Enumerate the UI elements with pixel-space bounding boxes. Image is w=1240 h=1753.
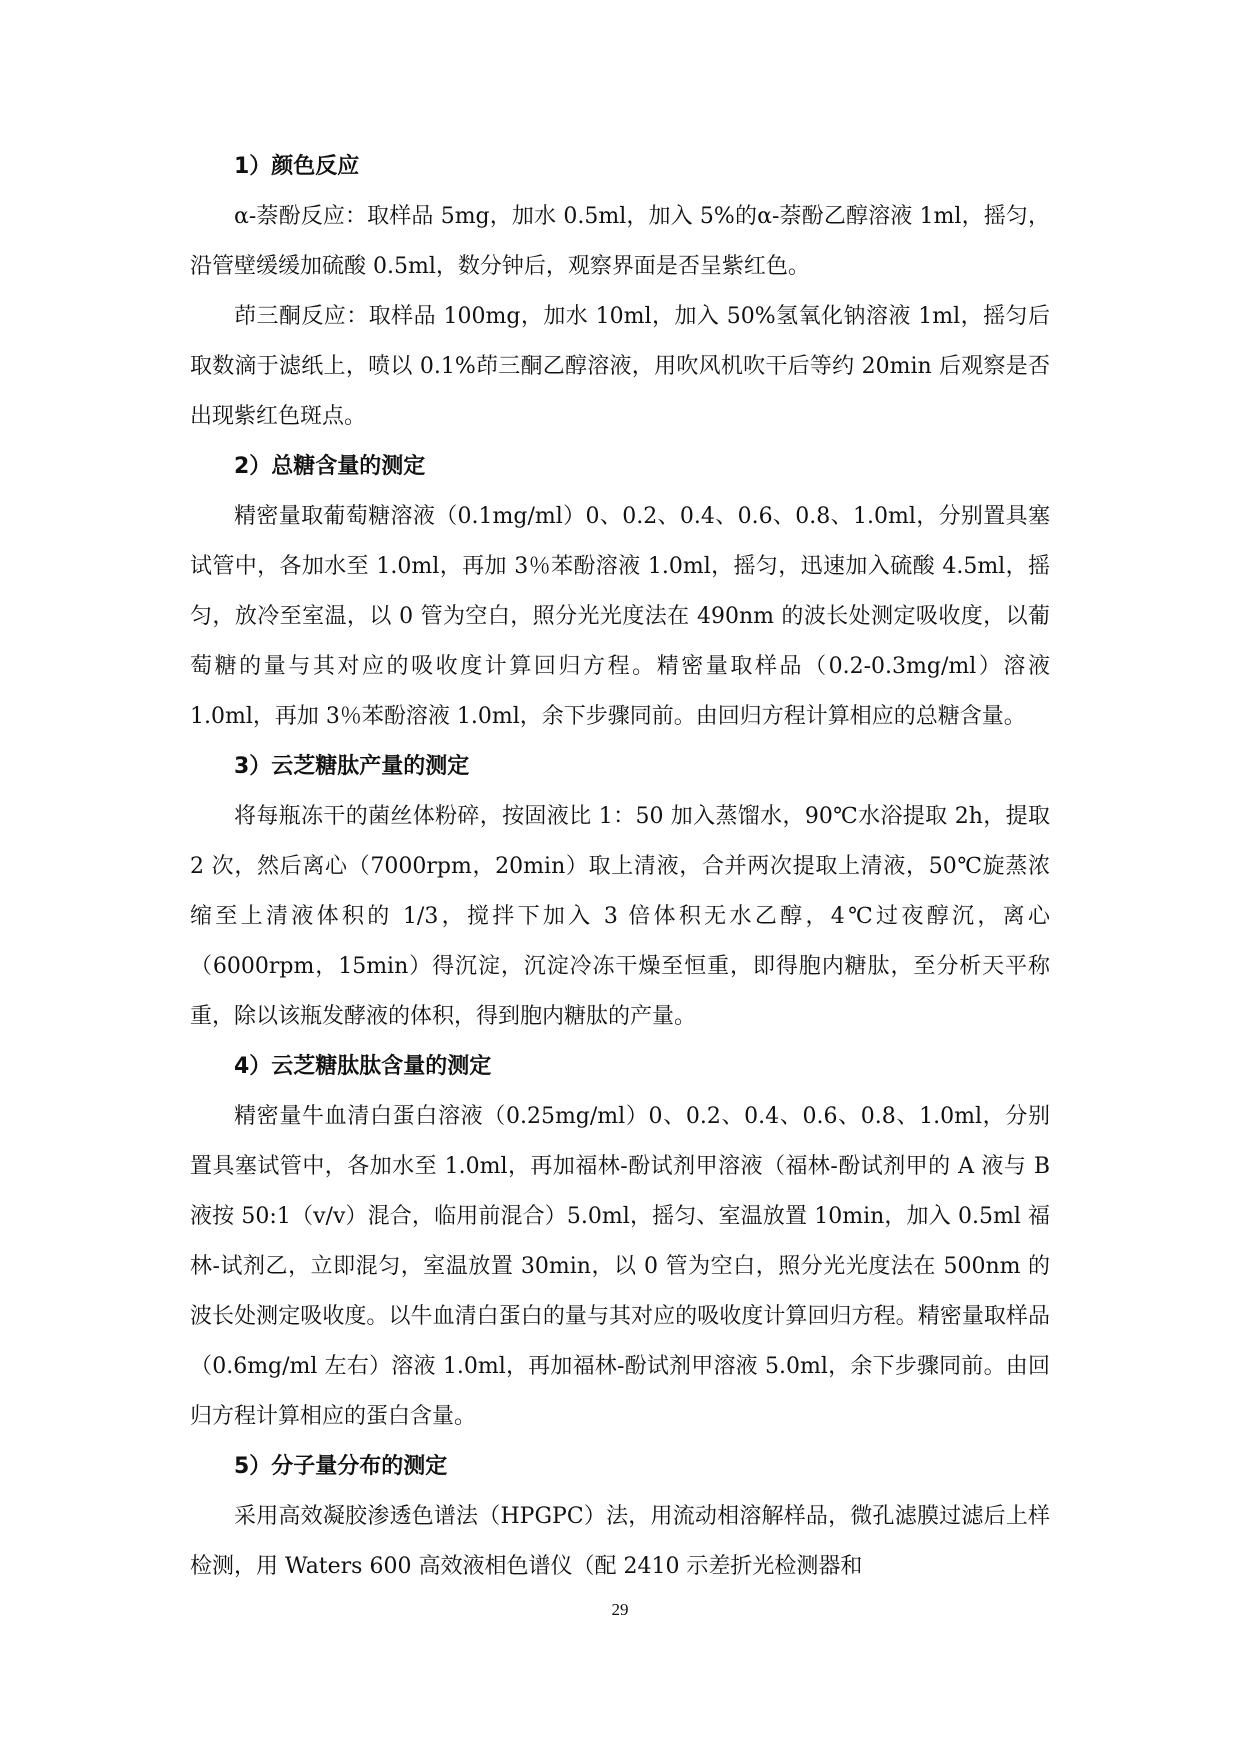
page-number: 29 bbox=[611, 1600, 629, 1619]
page-body bbox=[190, 142, 1050, 1592]
paragraph-molecular-weight: 采用高效凝胶渗透色谱法（HPGPC）法，用流动相溶解样品，微孔滤膜过滤后上样检测，用 Waters 600 高效液相色谱仪（配 2410 示差折光检测器和 bbox=[190, 1504, 1050, 1579]
paragraph-ninhydrin-reaction: 茚三酮反应：取样品 100mg，加水 10ml，加入 50%氢氧化钠溶液 1ml，摇匀后取数滴于滤纸上，喷以 0.1%茚三酮乙醇溶液，用吹风机吹干后等约 20min 后观察是否出现紫红色斑点。 bbox=[190, 304, 1050, 429]
section-heading-total-sugar: 2）总糖含量的测定 bbox=[234, 454, 426, 479]
section-heading-molecular-weight: 5）分子量分布的测定 bbox=[234, 1454, 448, 1479]
section-heading-peptide-content: 4）云芝糖肽肽含量的测定 bbox=[234, 1054, 492, 1079]
paragraph-naphthol-reaction: α-萘酚反应：取样品 5mg，加水 0.5ml，加入 5%的α-萘酚乙醇溶液 1ml，摇匀，沿管壁缓缓加硫酸 0.5ml，数分钟后，观察界面是否呈紫红色。 bbox=[190, 204, 1050, 279]
paragraph-total-sugar: 精密量取葡萄糖溶液（0.1mg/ml）0、0.2、0.4、0.6、0.8、1.0ml，分别置具塞试管中，各加水至 1.0ml，再加 3％苯酚溶液 1.0ml，摇匀，迅速加入硫酸 4.5ml，摇匀，放冷至室温，以 0 管为空白，照分光光度法在 490nm 的波长处测定吸收度，以葡萄糖的量与其对应的吸收度计算回归方程。精密量取样品（0.2-0.3mg/ml）溶液 1.0ml，再加 3％苯酚溶液 1.0ml，余下步骤同前。由回归方程计算相应的总糖含量。 bbox=[190, 504, 1050, 729]
paragraph-peptide-content: 精密量牛血清白蛋白溶液（0.25mg/ml）0、0.2、0.4、0.6、0.8、1.0ml，分别置具塞试管中，各加水至 1.0ml，再加福林-酚试剂甲溶液（福林-酚试剂甲的 A 液与 B 液按 50:1（v/v）混合，临用前混合）5.0ml，摇匀、室温放置 10min，加入 0.5ml 福林-试剂乙，立即混匀，室温放置 30min，以 0 管为空白，照分光光度法在 500nm 的波长处测定吸收度。以牛血清白蛋白的量与其对应的吸收度计算回归方程。精密量取样品（0.6mg/ml 左右）溶液 1.0ml，再加福林-酚试剂甲溶液 5.0ml，余下步骤同前。由回归方程计算相应的蛋白含量。 bbox=[190, 1104, 1050, 1429]
section-heading-color-reaction: 1）颜色反应 bbox=[234, 154, 360, 179]
paragraph-glycopeptide-yield: 将每瓶冻干的菌丝体粉碎，按固液比 1：50 加入蒸馏水，90℃水浴提取 2h，提取 2 次，然后离心（7000rpm，20min）取上清液，合并两次提取上清液，50℃旋蒸浓缩至上清液体积的 1/3，搅拌下加入 3 倍体积无水乙醇，4℃过夜醇沉，离心（6000rpm，15min）得沉淀，沉淀冷冻干燥至恒重，即得胞内糖肽，至分析天平称重，除以该瓶发酵液的体积，得到胞内糖肽的产量。 bbox=[190, 804, 1050, 1029]
section-heading-glycopeptide-yield: 3）云芝糖肽产量的测定 bbox=[234, 754, 470, 779]
